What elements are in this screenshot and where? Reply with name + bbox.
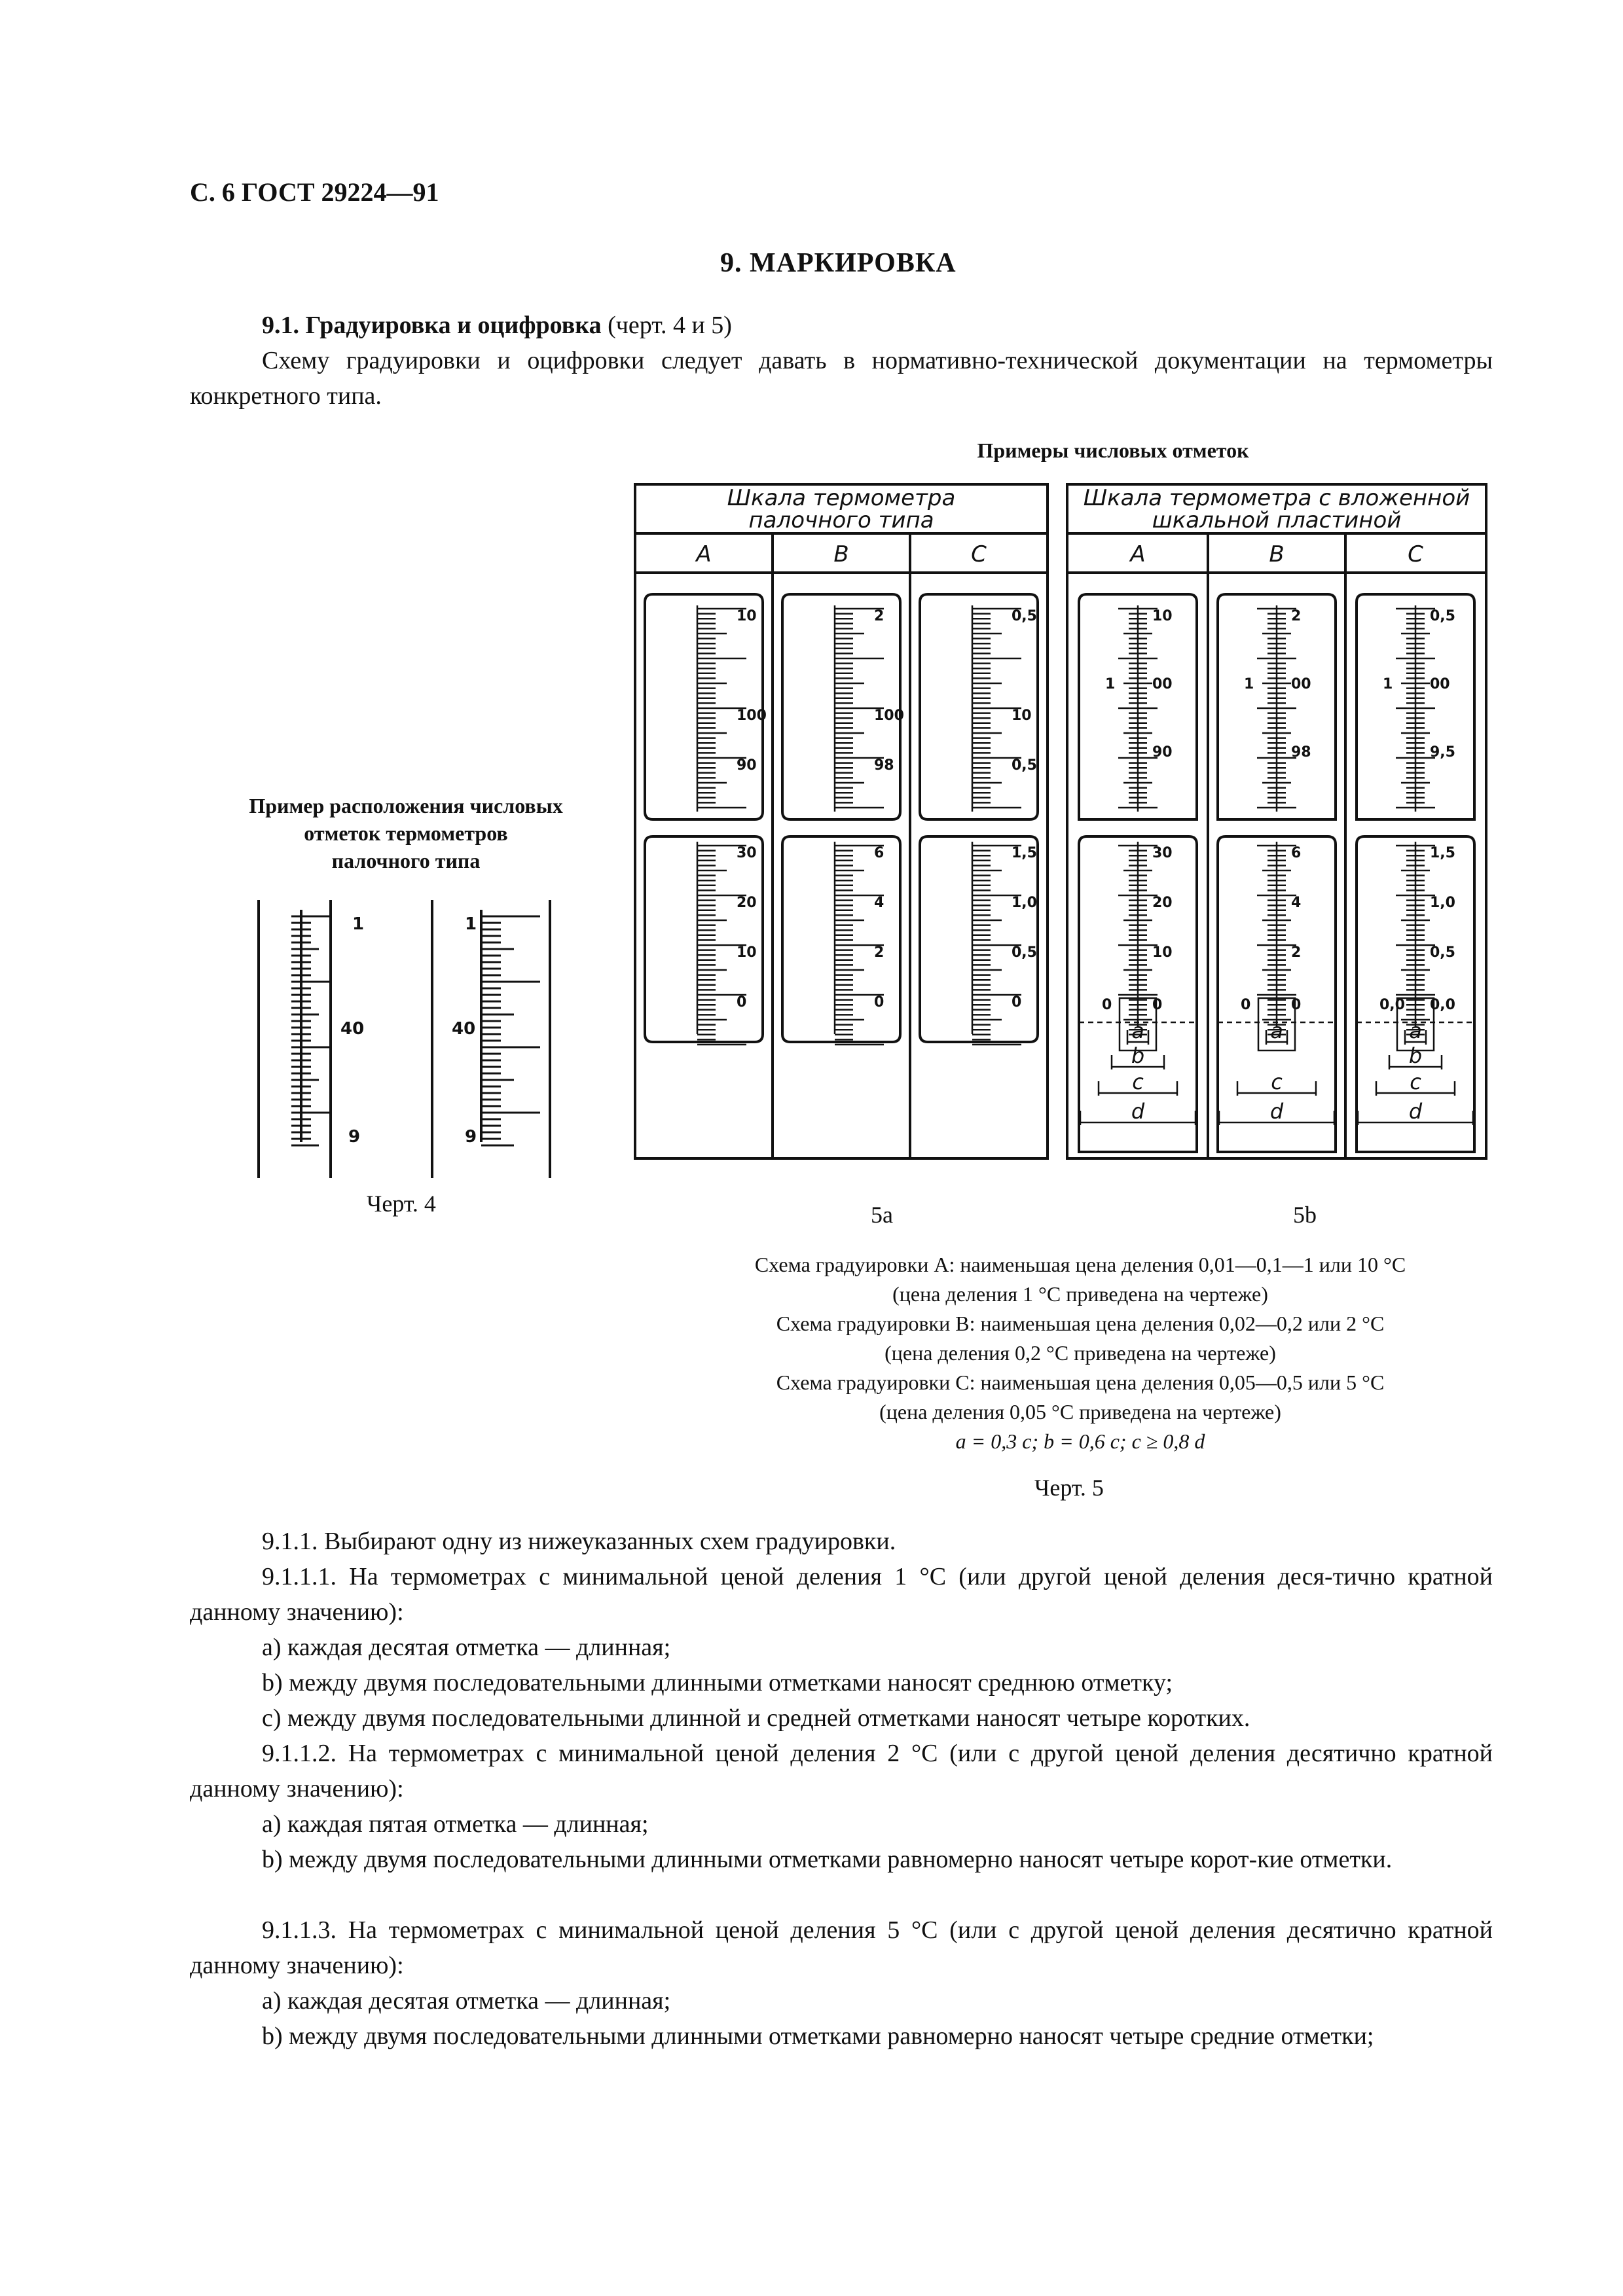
intro-ref: (черт. 4 и 5) xyxy=(601,312,732,339)
scale-label: 100 xyxy=(874,708,904,724)
dim-label: a xyxy=(1270,1018,1283,1043)
scale-label: 98 xyxy=(1291,744,1311,761)
scale-label: 4 xyxy=(1291,895,1302,911)
fig4-label: 1 xyxy=(465,914,477,934)
body-paragraph: а) каждая десятая отметка — длинная; xyxy=(262,1634,671,1661)
body-paragraph: c) между двумя последовательными длинной и средней отметками наносят четыре коротких. xyxy=(262,1704,1250,1732)
body-paragraph: 9.1.1. Выбирают одну из нижеуказанных схем градуировки. xyxy=(262,1528,896,1555)
scale-label: 100 xyxy=(737,708,767,724)
fig5-right-header: шкальной пластиной xyxy=(1152,507,1402,533)
scale-label: 1,5 xyxy=(1430,845,1455,861)
scale-label: 90 xyxy=(737,757,757,774)
dim-label: d xyxy=(1408,1099,1423,1124)
dim-label: c xyxy=(1410,1069,1421,1094)
scale-label: 2 xyxy=(874,944,884,961)
fig4-title xyxy=(196,792,615,874)
intro-number: 9.1. Градуировка и оцифровка xyxy=(262,312,602,339)
scale-label: 9,5 xyxy=(1430,744,1455,761)
scale-label: 0 xyxy=(1012,994,1022,1011)
fig4-label: 40 xyxy=(340,1019,365,1039)
body-paragraph: а) каждая пятая отметка — длинная; xyxy=(262,1810,649,1838)
col-label: A xyxy=(696,541,712,567)
scale-label: 0 xyxy=(1241,997,1251,1013)
dim-label: d xyxy=(1131,1099,1145,1124)
fig4-label: 40 xyxy=(452,1019,476,1039)
scale-label: 10 xyxy=(1152,608,1173,624)
section-title: 9. МАРКИРОВКА xyxy=(720,248,957,278)
fig5-figure-caption: Черт. 5 xyxy=(1034,1475,1104,1501)
scale-label: 10 xyxy=(1152,944,1173,961)
scale-label: 90 xyxy=(1152,744,1173,761)
scale-label: 98 xyxy=(874,757,894,774)
scale-label: 6 xyxy=(1291,845,1302,861)
scale-label: 30 xyxy=(1152,845,1173,861)
col-label: C xyxy=(1408,541,1423,567)
col-label: A xyxy=(1130,541,1146,567)
dim-label: b xyxy=(1408,1043,1423,1068)
page-header: С. 6 ГОСТ 29224—91 xyxy=(190,177,439,207)
body-paragraph: а) каждая десятая отметка — длинная; xyxy=(262,1987,671,2015)
fig4-title-line: отметок термометров xyxy=(304,821,508,845)
scale-label: 2 xyxy=(1291,608,1302,624)
dim-label: a xyxy=(1131,1018,1144,1043)
scale-label: 30 xyxy=(737,845,757,861)
fig4-label: 9 xyxy=(465,1127,477,1147)
scale-label: 20 xyxy=(737,895,757,911)
scale-label: 10 xyxy=(737,944,757,961)
scale-label: 1 xyxy=(1244,676,1254,692)
tube-lower xyxy=(645,836,763,1042)
dim-label: b xyxy=(1131,1043,1145,1068)
body-paragraph: 9.1.1.2. На термометрах с минимальной ценой деления 2 °C (или с другой ценой деления десятично кратной данному значению): xyxy=(190,1740,1493,1803)
caption-line: a = 0,3 c; b = 0,6 c; c ≥ 0,8 d xyxy=(955,1429,1205,1453)
scale-label: 10 xyxy=(737,608,757,624)
body-paragraph: b) между двумя последовательными длинными отметками равномерно наносят четыре средние отметки; xyxy=(262,2022,1374,2050)
scale-label: 0,5 xyxy=(1012,757,1037,774)
scale-label: 6 xyxy=(874,845,884,861)
caption-line: (цена деления 1 °C приведена на чертеже) xyxy=(892,1282,1268,1306)
col-label: B xyxy=(1269,541,1285,567)
scale-label: 0 xyxy=(1152,997,1163,1013)
scale-label: 1 xyxy=(1383,676,1393,692)
scale-label: 0 xyxy=(874,994,884,1011)
intro-text: Схему градуировки и оцифровки следует давать в нормативно-технической документации на термометры конкретного типа. xyxy=(190,347,1493,410)
scale-label: 0,0 xyxy=(1379,997,1405,1013)
dim-label: c xyxy=(1132,1069,1144,1094)
caption-line: (цена деления 0,05 °C приведена на чертеже) xyxy=(879,1400,1281,1424)
scale-label: 4 xyxy=(874,895,884,911)
scale-label: 1 xyxy=(1105,676,1116,692)
scale-label: 0 xyxy=(1102,997,1112,1013)
fig4-label: 1 xyxy=(352,914,365,934)
dim-label: d xyxy=(1269,1099,1284,1124)
scale-label: 00 xyxy=(1291,676,1311,692)
scale-label: 00 xyxy=(1430,676,1450,692)
fig5-caption xyxy=(655,1250,1506,1456)
fig5-left-header: палочного типа xyxy=(748,507,934,533)
fig5a-label: 5а xyxy=(871,1202,893,1228)
scale-label: 0 xyxy=(737,994,747,1011)
caption-line: Схема градуировки A: наименьшая цена деления 0,01—0,1—1 или 10 °C xyxy=(754,1253,1406,1276)
scale-label: 00 xyxy=(1152,676,1173,692)
scale-label: 0,5 xyxy=(1430,944,1455,961)
dim-label: a xyxy=(1409,1018,1422,1043)
fig5-left-header: Шкала термометра xyxy=(727,485,956,511)
scale-label: 10 xyxy=(1012,708,1032,724)
caption-line: (цена деления 0,2 °C приведена на чертеже) xyxy=(884,1341,1276,1365)
fig5-title: Примеры числовых отметок xyxy=(977,439,1249,462)
fig4-title-line: палочного типа xyxy=(331,849,481,872)
scale-label: 2 xyxy=(1291,944,1302,961)
col-label: B xyxy=(833,541,849,567)
scale-label: 0,5 xyxy=(1430,608,1455,624)
fig4-caption: Черт. 4 xyxy=(367,1191,436,1217)
col-label: C xyxy=(971,541,987,567)
dim-label: c xyxy=(1271,1069,1283,1094)
tube-lower xyxy=(782,836,900,1042)
scale-label: 20 xyxy=(1152,895,1173,911)
body-paragraph: b) между двумя последовательными длинными отметками наносят среднюю отметку; xyxy=(262,1669,1173,1696)
fig4-drawing xyxy=(249,897,563,1185)
caption-line: Схема градуировки C: наименьшая цена деления 0,05—0,5 или 5 °C xyxy=(776,1371,1385,1394)
scale-label: 0,0 xyxy=(1430,997,1455,1013)
scale-label: 0,5 xyxy=(1012,944,1037,961)
scale-label: 0,5 xyxy=(1012,608,1037,624)
scale-label: 1,5 xyxy=(1012,845,1037,861)
body-paragraph: 9.1.1.1. На термометрах с минимальной ценой деления 1 °C (или другой ценой деления деся-тично кратной данному значению): xyxy=(190,1563,1493,1626)
fig5b-label: 5b xyxy=(1293,1202,1317,1228)
fig4-title-line: Пример расположения числовых xyxy=(249,794,563,817)
tube-lower xyxy=(920,836,1038,1042)
fig5-drawing xyxy=(629,478,1493,1172)
body-paragraph: b) между двумя последовательными длинными отметками равномерно наносят четыре корот-кие отметки. xyxy=(262,1846,1393,1873)
body-paragraph: 9.1.1.3. На термометрах с минимальной ценой деления 5 °C (или с другой ценой деления десятично кратной данному значению): xyxy=(190,1916,1493,1979)
scale-label: 0 xyxy=(1291,997,1302,1013)
scale-label: 1,0 xyxy=(1012,895,1037,911)
scale-label: 2 xyxy=(874,608,884,624)
caption-line: Схема градуировки B: наименьшая цена деления 0,02—0,2 или 2 °C xyxy=(776,1312,1385,1335)
scale-label: 1,0 xyxy=(1430,895,1455,911)
fig5-right-header: Шкала термометра с вложенной xyxy=(1083,485,1470,511)
fig4-label: 9 xyxy=(348,1127,361,1147)
intro-heading xyxy=(190,308,1493,343)
